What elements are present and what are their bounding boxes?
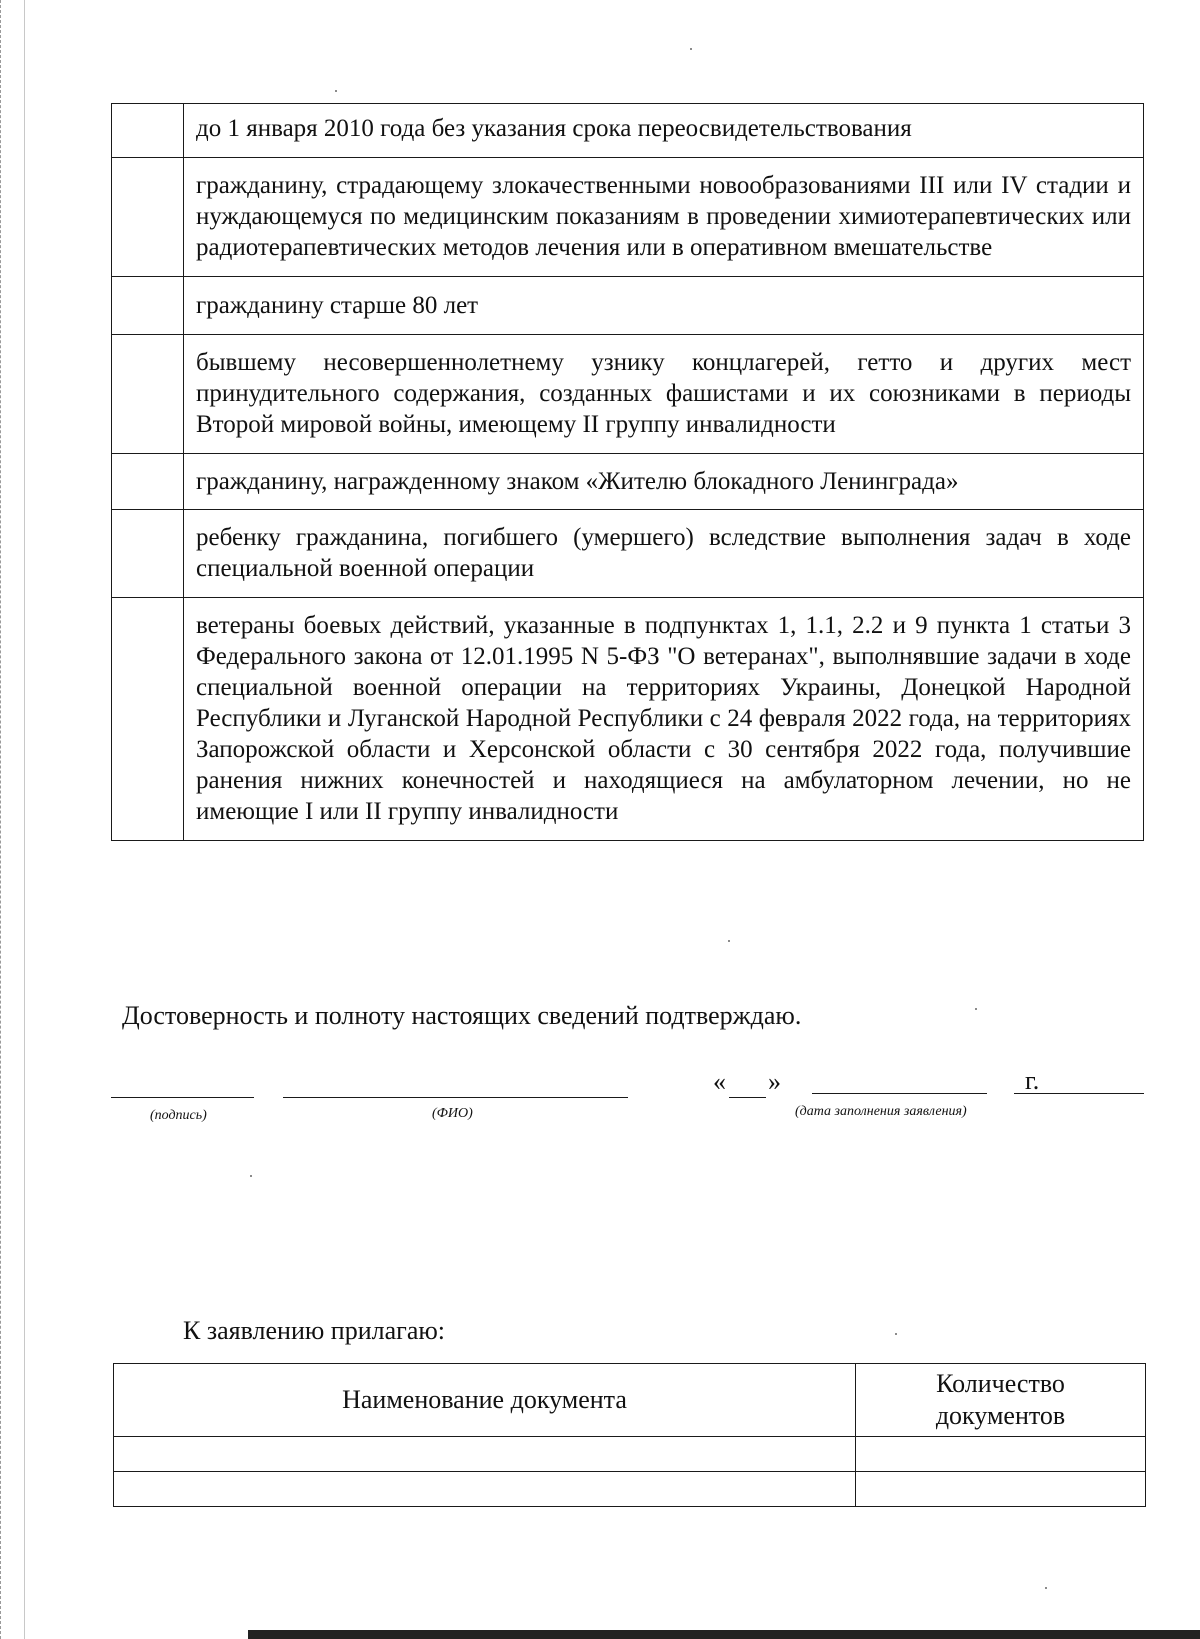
- date-day-line[interactable]: [729, 1097, 766, 1098]
- scan-bottom-border: [248, 1630, 1200, 1639]
- document-name-cell[interactable]: [114, 1437, 856, 1472]
- benefit-options-table: [111, 103, 1144, 841]
- document-count-header-line1: Количество: [936, 1369, 1065, 1398]
- scan-edge: [0, 0, 4, 1639]
- option-checkbox[interactable]: [112, 104, 184, 158]
- document-name-cell[interactable]: [114, 1472, 856, 1507]
- date-quote-close: »: [768, 1067, 781, 1096]
- option-row: [112, 454, 1144, 510]
- scan-speck: [250, 1175, 252, 1177]
- date-quote-open: «: [713, 1067, 726, 1096]
- confirmation-statement: Достоверность и полноту настоящих сведений подтверждаю.: [122, 1001, 802, 1030]
- option-text: гражданину, награжденному знаком «Жителю блокадного Ленинграда»: [184, 454, 1144, 510]
- option-checkbox[interactable]: [112, 598, 184, 841]
- option-row: [112, 598, 1144, 841]
- attachments-table: [113, 1363, 1146, 1507]
- date-month-line[interactable]: [812, 1093, 987, 1094]
- attachments-header-row: [114, 1364, 1146, 1437]
- full-name-caption: (ФИО): [432, 1106, 473, 1121]
- scan-speck: [895, 1333, 897, 1335]
- scan-speck: [975, 1008, 977, 1010]
- date-year-line[interactable]: [1014, 1093, 1144, 1094]
- scan-speck: [690, 48, 692, 50]
- option-text: бывшему несовершеннолетнему узнику концлагерей, гетто и других мест принудительного содержания, созданных фашистами и их союзниками в периоды Второй мировой войны, имеющему II группу инвалидности: [184, 335, 1144, 454]
- option-row: [112, 510, 1144, 598]
- option-row: [112, 335, 1144, 454]
- option-checkbox[interactable]: [112, 158, 184, 277]
- document-count-header-line2: документов: [935, 1401, 1066, 1430]
- scan-edge-line: [24, 0, 25, 1639]
- option-text: гражданину старше 80 лет: [184, 277, 1144, 335]
- scan-speck: [728, 940, 730, 942]
- year-suffix: г.: [1025, 1066, 1040, 1095]
- option-text: ветераны боевых действий, указанные в подпунктах 1, 1.1, 2.2 и 9 пункта 1 статьи 3 Федерального закона от 12.01.1995 N 5-ФЗ "О ветеранах", выполнявшие задачи в ходе специальной военной операции на территориях Украины, Донецкой Народной Республики и Луганской Народной Республики с 24 февраля 2022 года, на территориях Запорожской области и Херсонской области с 30 сентября 2022 года, получившие ранения нижних конечностей и находящиеся на амбулаторном лечении, но не имеющие I или II группу инвалидности: [184, 598, 1144, 841]
- attachments-row: [114, 1437, 1146, 1472]
- option-checkbox[interactable]: [112, 277, 184, 335]
- option-checkbox[interactable]: [112, 510, 184, 598]
- option-text: гражданину, страдающему злокачественными новообразованиями III или IV стадии и нуждающемуся по медицинским показаниям в проведении химиотерапевтических или радиотерапевтических методов лечения или в оперативном вмешательстве: [184, 158, 1144, 277]
- scan-speck: [1045, 1587, 1047, 1589]
- option-checkbox[interactable]: [112, 335, 184, 454]
- date-caption: (дата заполнения заявления): [795, 1104, 967, 1119]
- full-name-line[interactable]: [283, 1097, 628, 1098]
- attachments-title: К заявлению прилагаю:: [183, 1316, 446, 1345]
- signature-line[interactable]: [111, 1097, 254, 1098]
- document-name-header: Наименование документа: [114, 1364, 856, 1437]
- option-checkbox[interactable]: [112, 454, 184, 510]
- document-count-cell[interactable]: [856, 1437, 1146, 1472]
- option-row: [112, 277, 1144, 335]
- scan-speck: [335, 90, 337, 92]
- document-count-cell[interactable]: [856, 1472, 1146, 1507]
- option-row: [112, 104, 1144, 158]
- option-text: ребенку гражданина, погибшего (умершего) вследствие выполнения задач в ходе специальной военной операции: [184, 510, 1144, 598]
- option-row: [112, 158, 1144, 277]
- signature-caption: (подпись): [150, 1108, 207, 1123]
- option-text: до 1 января 2010 года без указания срока переосвидетельствования: [184, 104, 1144, 158]
- attachments-row: [114, 1472, 1146, 1507]
- document-count-header: [856, 1364, 1146, 1437]
